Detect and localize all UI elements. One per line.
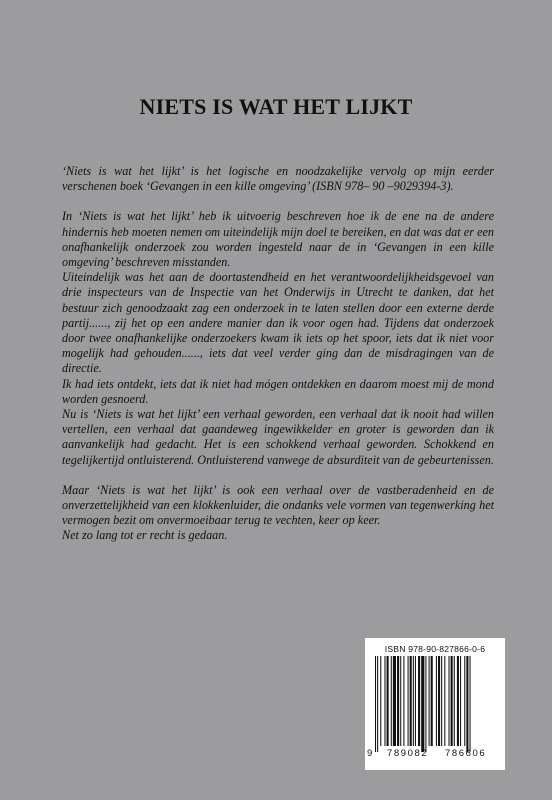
barcode-icon [371, 656, 499, 752]
book-title: NIETS IS WAT HET LIJKT [139, 94, 413, 119]
paragraph-1: ‘Niets is wat het lijkt’ is het logische en noodzakelijke vervolg op mijn eerder verschenen boek ‘Gevangen in een kille omgeving’ (ISBN 978– 90 –9029394-3). [62, 164, 494, 194]
paragraph-4: Ik had iets ontdekt, iets dat ik niet had mógen ontdekken en daarom moest mij de mond worden gesnoerd. [62, 376, 494, 406]
barcode-digits-left: 789082 [387, 748, 429, 759]
paragraph-3: Uiteindelijk was het aan de doortastendheid en het verantwoordelijkheidsgevoel van drie inspecteurs van de Inspectie van het Onderwijs in Utrecht te danken, dat het bestuur zich genoodzaakt zag een onderzoek in te laten stellen door een externe derde partij......, zij het op een andere manier dan ik voor ogen had. Tijdens dat onderzoek door twee onafhankelijke onderzoekers kwam ik iets op het spoor, iets dat ik niet voor mogelijk had gehouden......, iets dat veel verder ging dan de misdragingen van de directie. [62, 270, 494, 376]
paragraph-5: Nu is ‘Niets is wat het lijkt’ een verhaal geworden, een verhaal dat ik nooit had willen vertellen, een verhaal dat gaandeweg ingewikkelder en groter is geworden dan ik aanvankelijk had gedacht. Het is een schokkend verhaal geworden. Schokkend en tegelijkertijd ontluisterend. Ontluisterend vanwege de absurditeit van de gebeurtenissen. [62, 407, 494, 467]
paragraph-6: Maar ‘Niets is wat het lijkt’ is ook een verhaal over de vastberadenheid en de onverzettelijkheid van een klokkenluider, die ondanks vele vormen van tegenwerking het vermogen bezit om onvermoeibaar terug te vechten, keer op keer. [62, 482, 494, 528]
barcode-box [365, 638, 505, 770]
isbn-label: ISBN 978-90-827866-0-6 [384, 644, 486, 654]
back-cover-text [62, 164, 494, 544]
barcode-digits-right: 786606 [445, 748, 487, 759]
paragraph-2: In ‘Niets is wat het lijkt’ heb ik uitvoerig beschreven hoe ik de ene na de andere hindernis heb moeten nemen om uiteindelijk mijn doel te bereiken, en dat was dat er een onafhankelijk onderzoek zou worden ingesteld naar de in ‘Gevangen in een kille omgeving’ beschreven misstanden. [62, 209, 494, 270]
barcode-digit-first: 9 [367, 748, 373, 759]
paragraph-7: Net zo lang tot er recht is gedaan. [62, 528, 228, 543]
